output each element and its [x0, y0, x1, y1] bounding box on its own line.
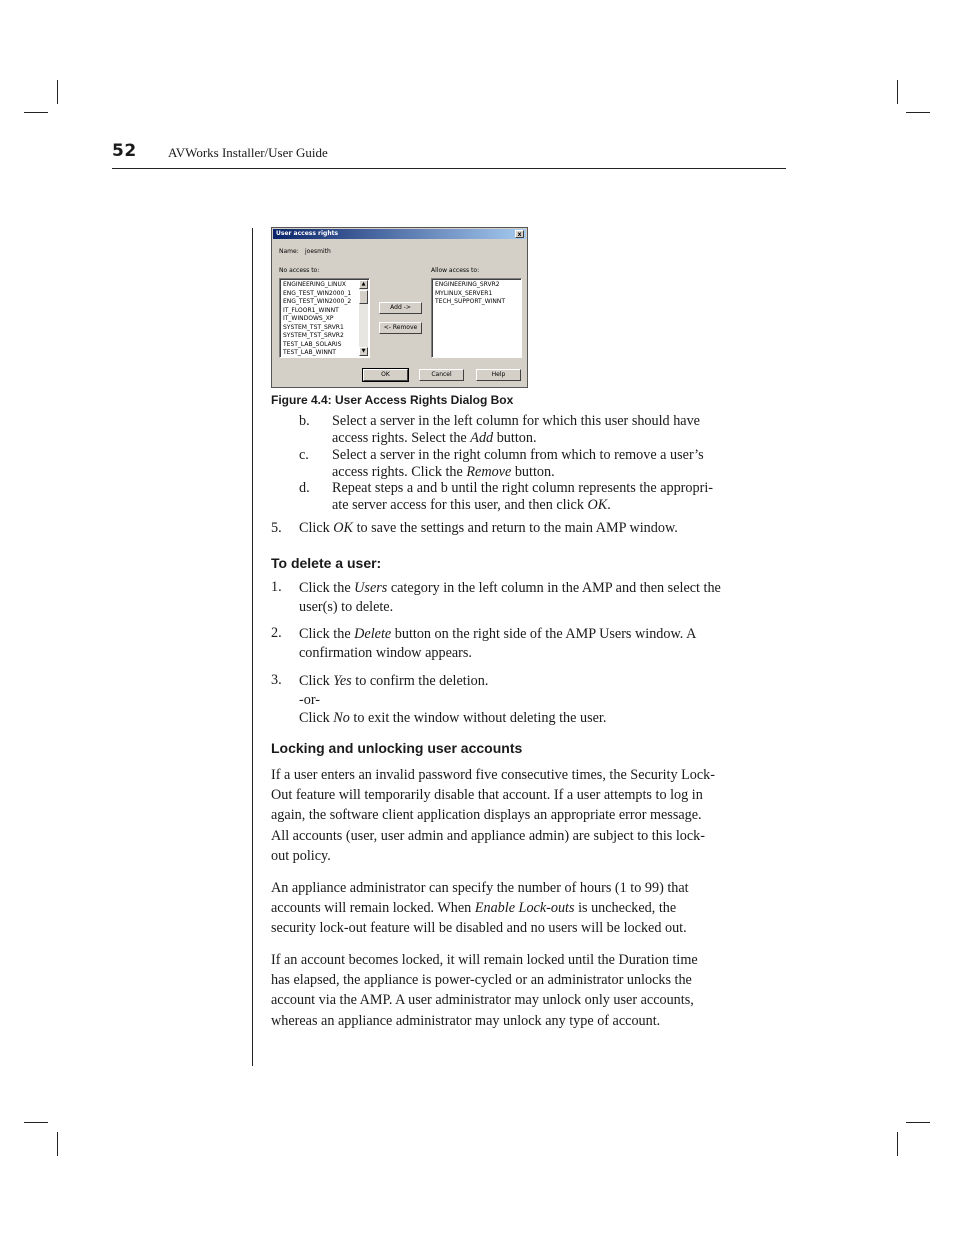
step-marker: 3. [271, 672, 282, 688]
step-line: to save the settings and return to the main AMP window. [353, 520, 678, 536]
step-line: button. [493, 430, 537, 446]
step-line: Click [299, 673, 334, 689]
ok-button[interactable]: OK [363, 369, 408, 381]
paragraph-line: has elapsed, the appliance is power-cycled or an administrator unlocks the [271, 972, 692, 989]
crop-mark [57, 80, 58, 104]
text-run: is unchecked, the [574, 900, 677, 917]
emphasis: Users [354, 580, 388, 596]
text-run: accounts will remain locked. When [271, 900, 475, 917]
crop-mark [897, 1132, 898, 1156]
locking-heading: Locking and unlocking user accounts [271, 740, 523, 756]
list-item[interactable]: ENGINEERING_LINUX [283, 281, 346, 288]
paragraph-line: security lock-out feature will be disabled and no users will be locked out. [271, 920, 687, 937]
step-line: Select a server in the left column for which this user should have [332, 413, 700, 429]
name-label: Name: [279, 248, 299, 255]
list-scrollbar[interactable] [359, 280, 368, 356]
step-text [299, 579, 721, 617]
list-item[interactable]: IT_WINDOWS_XP [283, 315, 334, 322]
step-line: to confirm the deletion. [351, 673, 489, 689]
step-line: user(s) to delete. [299, 599, 394, 615]
step-marker: c. [299, 447, 309, 463]
add-button[interactable]: Add -> [379, 302, 422, 314]
emphasis: No [333, 710, 350, 726]
remove-button[interactable]: <- Remove [379, 322, 422, 334]
list-item[interactable]: ENG_TEST_WIN2000_2 [283, 298, 352, 305]
emphasis: OK [587, 497, 608, 513]
step-marker: 2. [271, 625, 282, 641]
list-item[interactable]: TEST_LAB_SOLARIS [283, 340, 342, 348]
dialog-title: User access rights [276, 230, 339, 237]
step-text [299, 625, 696, 663]
running-head: AVWorks Installer/User Guide [168, 145, 328, 160]
step-marker: d. [299, 480, 310, 496]
name-value: joesmith [305, 248, 331, 255]
emphasis: Yes [333, 673, 352, 689]
list-item[interactable]: MYLINUX_SERVER1 [435, 289, 493, 297]
step-text [332, 447, 704, 481]
list-item[interactable]: ENG_TEST_WIN2000_1 [283, 289, 352, 297]
allow-access-label: Allow access to: [431, 267, 480, 274]
paragraph-line: account via the AMP. A user administrator may unlock only user accounts, [271, 992, 694, 1009]
step-marker: 1. [271, 579, 282, 595]
scroll-down-icon[interactable]: ▼ [359, 347, 368, 356]
emphasis: Remove [466, 464, 512, 480]
step-line: ate server access for this user, and then click [332, 497, 588, 513]
figure-caption: Figure 4.4: User Access Rights Dialog Box [271, 393, 514, 407]
user-access-rights-dialog [271, 227, 528, 388]
list-item[interactable]: TEST_LAB_WINNT [283, 349, 336, 356]
step-line: . [607, 497, 611, 513]
step-line: Select a server in the right column from which to remove a user’s [332, 447, 704, 463]
step-line: to exit the window without deleting the user. [349, 710, 607, 726]
step-line: access rights. Click the [332, 464, 467, 480]
step-marker: b. [299, 413, 310, 429]
page-number: 52 [112, 141, 137, 161]
paragraph-line: again, the software client application displays an appropriate error message. [271, 807, 702, 824]
lockout-paragraph [271, 765, 791, 866]
list-item[interactable]: ENGINEERING_SRVR2 [435, 281, 500, 288]
delete-user-heading: To delete a user: [271, 555, 382, 571]
paragraph-line: out policy. [271, 847, 331, 864]
paragraph-line: If a user enters an invalid password five consecutive times, the Security Lock- [271, 767, 716, 783]
crop-mark [24, 112, 48, 113]
emphasis: OK [333, 520, 354, 536]
step-line: Click the [299, 626, 355, 642]
crop-mark [897, 80, 898, 104]
paragraph-line: Out feature will temporarily disable that account. If a user attempts to log in [271, 787, 703, 804]
step-text [299, 520, 678, 537]
step-line: Click [299, 520, 334, 536]
paragraph-line: All accounts (user, user admin and appliance admin) are subject to this lock- [271, 827, 705, 844]
paragraph-line: An appliance administrator can specify the number of hours (1 to 99) that [271, 880, 689, 896]
emphasis: Enable Lock-outs [474, 900, 575, 917]
crop-mark [906, 1122, 930, 1123]
list-item[interactable]: IT_FLOOR1_WINNT [283, 306, 339, 314]
header-rule [112, 168, 786, 169]
step-line: category in the left column in the AMP and then select the [387, 580, 721, 596]
emphasis: Delete [354, 626, 392, 642]
crop-mark [906, 112, 930, 113]
list-item[interactable]: SYSTEM_TST_SRVR2 [283, 332, 344, 339]
no-access-items [283, 281, 366, 358]
step-line: confirmation window appears. [299, 645, 472, 661]
step-line: Click the [299, 580, 355, 596]
scroll-thumb[interactable] [359, 290, 368, 304]
list-item[interactable]: SYSTEM_TST_SRVR1 [283, 323, 344, 331]
dialog-title-bar [273, 229, 526, 239]
list-item[interactable]: TECH_SUPPORT_WINNT [435, 298, 506, 305]
emphasis: Add [470, 430, 494, 446]
paragraph-line: whereas an appliance administrator may unlock any type of account. [271, 1012, 661, 1029]
crop-mark [24, 1122, 48, 1123]
step-line: -or- [299, 691, 320, 708]
lockout-duration-paragraph [271, 878, 791, 939]
no-access-list[interactable] [279, 278, 370, 358]
allow-access-list[interactable] [431, 278, 522, 358]
crop-mark [57, 1132, 58, 1156]
close-icon[interactable]: x [515, 230, 524, 238]
step-line: button. [511, 464, 555, 480]
cancel-button[interactable]: Cancel [419, 369, 464, 381]
margin-rule [252, 228, 253, 1066]
help-button[interactable]: Help [476, 369, 521, 381]
step-line: Repeat steps a and b until the right column represents the appropri- [332, 480, 713, 496]
step-line: access rights. Select the [332, 430, 471, 446]
step-line: Click [299, 710, 334, 726]
step-line: button on the right side of the AMP Users window. A [391, 626, 697, 642]
step-text [332, 480, 713, 514]
no-access-label: No access to: [279, 267, 320, 274]
paragraph-line [271, 898, 791, 918]
step-marker: 5. [271, 520, 282, 536]
scroll-up-icon[interactable]: ▲ [359, 280, 368, 289]
step-text [299, 672, 606, 728]
paragraph-line: If an account becomes locked, it will remain locked until the Duration time [271, 952, 698, 968]
step-text [332, 413, 700, 447]
unlock-paragraph [271, 950, 791, 1031]
